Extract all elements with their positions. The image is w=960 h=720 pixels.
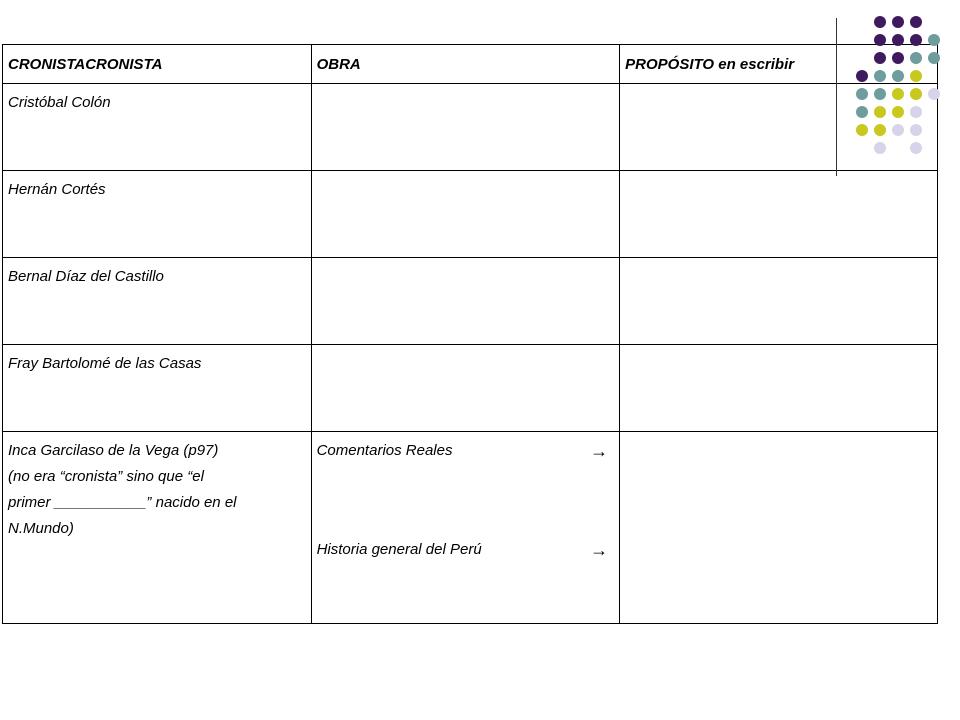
obra-title: Comentarios Reales [316, 442, 453, 459]
proposito-cell [620, 345, 938, 432]
cronista-cell: Cristóbal Colón [3, 84, 312, 171]
decorative-divider [836, 18, 837, 176]
cronista-cell [3, 432, 312, 624]
decorative-dot [892, 16, 904, 28]
arrow-right-icon: → [590, 540, 609, 560]
obra-title: Historia general del Perú [316, 541, 482, 558]
header-cronista: CRONISTACRONISTA [3, 45, 312, 84]
cronista-cell: Fray Bartolomé de las Casas [3, 345, 312, 432]
table-row [3, 171, 938, 258]
proposito-cell [620, 432, 938, 624]
obra-cell [311, 84, 620, 171]
cronista-cell: Hernán Cortés [3, 171, 312, 258]
obra-item [317, 537, 615, 563]
obra-cell [311, 432, 620, 624]
table-row [3, 84, 938, 171]
obra-cell [311, 258, 620, 345]
table-header-row [3, 45, 938, 84]
decorative-dot [910, 16, 922, 28]
table-row [3, 345, 938, 432]
cronista-line: (no era “cronista” sino que “el [8, 468, 204, 485]
proposito-cell [620, 84, 938, 171]
obra-item [317, 438, 615, 464]
cronista-line: Inca Garcilaso de la Vega (p97) [8, 442, 219, 459]
decorative-dot [874, 16, 886, 28]
cronista-cell: Bernal Díaz del Castillo [3, 258, 312, 345]
obra-cell [311, 171, 620, 258]
header-obra: OBRA [311, 45, 620, 84]
cronista-line: N.Mundo) [8, 520, 74, 537]
table-row [3, 432, 938, 624]
table-row [3, 258, 938, 345]
obra-cell [311, 345, 620, 432]
header-proposito: PROPÓSITO en escribir [620, 45, 938, 84]
proposito-cell [620, 171, 938, 258]
cronistas-table [2, 44, 938, 624]
arrow-right-icon: → [590, 441, 609, 461]
cronista-line: primer ___________” nacido en el [8, 494, 237, 511]
proposito-cell [620, 258, 938, 345]
